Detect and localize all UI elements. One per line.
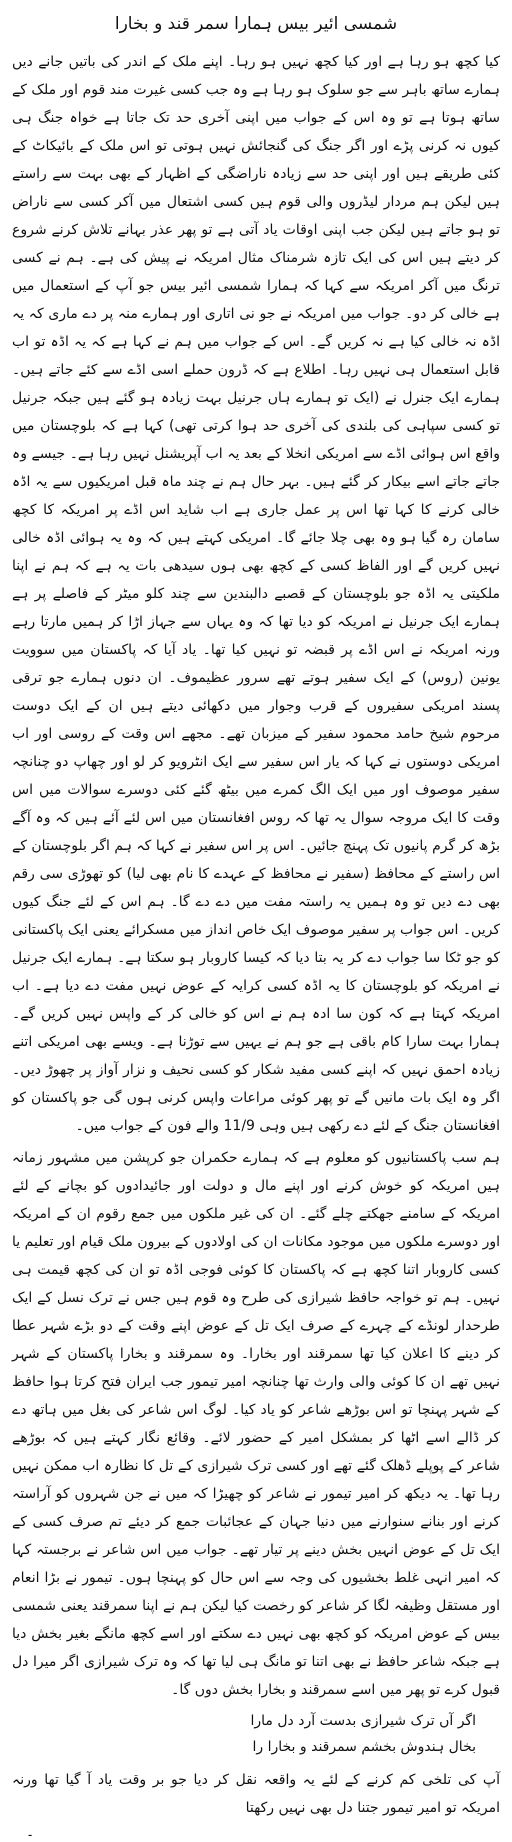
article-paragraph-2: ہم سب پاکستانیوں کو معلوم ہے کہ ہمارے حکمران جو کرپشن میں مشہور زمانہ ہیں امریکہ کو خوش کرنے اور اپنے مال و دولت اور جائیدادوں کو بچانے کے لئے امریکہ کے سامنے جھکتے چلے گئے۔ ان کی غیر ملکوں میں جمع رقوم ان کے امریکہ اور دوسرے ملکوں میں موجود مکانات ان کی اولادوں کے بیرون ملک قیام اور تعلیم یا کسی کاروبار اتنا کچھ ہے کہ پاکستان کا کوئی فوجی اڈہ تو ان کی کچھ قیمت ہی نہیں۔ ہم تو خواجہ حافظ شیرازی کی طرح وہ قوم ہیں جس نے ترک نسل کے ایک طرحدار لونڈے کے چہرے کے صرف ایک تل کے عوض اپنے وقت کے دو بڑے شہر عطا کر دینے کا اعلان کیا تھا سمرقند اور بخارا۔ وہ سمرقند و بخارا پاکستان کے شہر نہیں تھے ان کا کوئی والی وارث تھا چنانچہ امیر تیمور جب ایران فتح کرتا ہوا حافظ کے شہر پہنچا تو اس بوڑھے شاعر کو یاد کیا۔ لوگ اس شاعر کی بغل میں ہاتھ دے کر ڈالے اسے اٹھا کر بمشکل امیر کے حضور لائے۔ وقائع نگار کہتے ہیں کہ بوڑھے شاعر کے پوپلے ڈھلک گئے تھے اور کسی ترک شیرازی کے تل کا نظارہ اب ممکن نہیں رہا تھا۔ یہ دیکھ کر امیر تیمور نے شاعر کو چھیڑا کہ میں نے جن شہروں کو آراستہ کرنے اور بنانے سنوارنے میں دنیا جہان کے عجائبات جمع کر دیئے تم صرف کسی کے ایک تل کے عوض انہیں بخش دینے پر تیار تھے۔ جواب میں اس شاعر نے برجستہ کہا کہ امیر انہی غلط بخشیوں کی وجہ سے اس حال کو پہنچا ہوں۔ تیمور نے بڑا انعام اور مستقل وظیفہ لگا کر شاعر کو رخصت کیا لیکن ہم نے اپنا سمرقند یعنی شمسی بیس کے عوض امریکہ کو کچھ بھی نہیں دے سکتے اور اسے کچھ مانگے بغیر بخش دیا ہے جبکہ شاعر حافظ نے بھی اتنا تو مانگ ہی لیا تھا کہ وہ ترک شیرازی اگر میرا دل قبول کرے تو پھر میں اسے سمرقند و بخارا بخش دوں گا۔ [12,1150,500,1698]
verse-line-2: بخال ہندوش بخشم سمرقند و بخارا را [252,1739,476,1755]
article-paragraph-1: کیا کچھ ہو رہا ہے اور کیا کچھ نہیں ہو رہا۔ اپنے ملک کے اندر کی باتیں جانے دیں ہمارے ساتھ باہر سے جو سلوک ہو رہا ہے وہ جب کسی غیرت مند قوم اور ملک کے ساتھ ہوتا ہے تو وہ اس کے جواب میں اپنی آخری حد تک جاتا ہے خواہ جنگ ہی کیوں نہ کرنی پڑے اور اگر جنگ کی گنجائش نہیں ہوتی تو اس ملک کے بائیکاٹ کے کئی طریقے ہیں اور اپنی حد سے زیادہ ناراضگی کے اظہار کے بھی بہت سے راستے ہیں لیکن ہم مردار لیڈروں والی قوم ہیں کسی اشتعال میں آکر کسی سے ناراض تو ہو جاتے ہیں لیکن جب اپنی اوقات یاد آتی ہے تو پھر عذر بہانے تلاش کرنے شروع کر دیتے ہیں اس کی ایک تازہ شرمناک مثال امریکہ نے پیش کی ہے۔ ہم نے کسی ترنگ میں آکر امریکہ سے کہا کہ ہمارا شمسی ائیر بیس جو آپ کے استعمال میں ہے خالی کر دو۔ جواب میں امریکہ نے جو نی اتاری اور ہمارے منہ پر دے ماری کہ یہ اڈہ نہ خالی کیا ہے نہ کریں گے۔ اس کے جواب میں ہم نے کہا ہے کہ یہ اڈہ تو اب قابل استعمال ہی نہیں رہا۔ اطلاع ہے کہ ڈرون حملے اسی اڈے سے کئے جاتے ہیں۔ ہمارے ایک جنرل نے (ایک تو ہمارے ہاں جرنیل بہت زیادہ ہو گئے ہیں جبکہ جرنیل تو کسی سپاہی کی بلندی کی آخری حد ہوا کرتی تھی) کہا ہے کہ بلوچستان میں واقع اس ہوائی اڈے سے امریکی انخلا کے بعد یہ اب آپریشنل نہیں رہا ہے۔ جیسے وہ جاتے جاتے اسے بیکار کر گئے ہیں۔ بہر حال ہم نے چند ماہ قبل امریکیوں سے یہ اڈہ خالی کرنے کا کہا تھا اس پر عمل جاری ہے اب شاید اس اڈے پر امریکہ کا کچھ سامان رہ گیا ہو وہ بھی چلا جائے گا۔ امریکی کہتے ہیں کہ وہ یہ ہوائی اڈہ خالی نہیں کریں گے اور الفاظ کسی کے کچھ بھی ہوں سیدھی بات یہ ہے کہ ہم نے اپنا ملکیتی یہ اڈہ جو بلوچستان کے قصبے دالبندین سے چند کلو میٹر کے فاصلے پر ہے ہمارے ایک جرنیل نے امریکہ کو دیا تھا کہ وہ یہاں سے جہاز اڑا کر ہمیں مارتا رہے ورنہ امریکہ نے اس اڈے پر قبضہ تو نہیں کیا تھا۔ یاد آیا کہ پاکستان میں سوویت یونین (روس) کے ایک سفیر ہوتے تھے سرور عظیموف۔ ان دنوں ہمارے جو ترقی پسند امریکی سفیروں کے قرب وجوار میں دکھائی دیتے ہیں ان کے ایک دوست مرحوم شیخ حامد محمود سفیر کے میزبان تھے۔ مجھے اس وقت کے روسی اور اب امریکی دوستوں نے کہا کہ یار اس سفیر سے ایک انٹرویو کر لو اور چھاپ دو چنانچہ سفیر موصوف اور میں ایک الگ کمرے میں بیٹھ گئے کئی دوسرے سوالات میں اس وقت کا ایک مروجہ سوال یہ تھا کہ روس افغانستان میں اس لئے آئے ہیں کہ وہ آگے بڑھ کر گرم پانیوں تک پہنچ جائیں۔ اس پر اس سفیر نے کہا کہ ہم اگر بلوچستان کے اس راستے کے محافظ (سفیر نے محافظ کے عہدے کا نام بھی لیا) کو تھوڑی سی رقم بھی دے دیں تو وہ ہمیں یہ راستہ مفت میں دے دے گا۔ ہم اس کے لئے جنگ کیوں کریں۔ اس جواب پر سفیر موصوف ایک خاص انداز میں مسکرائے یعنی ایک پاکستانی کو جو ٹکا سا جواب دے کر یہ بتا دیا کہ کیسا کاروبار ہو سکتا ہے۔ ہمارے ایک جرنیل نے امریکہ کو بلوچستان کا یہ اڈہ کسی کرایہ کے عوض نہیں مفت دے دیا ہے۔ اب امریکہ کہتا ہے کہ کون سا ادہ ہم نے اس کو خالی کر کے واپس نہیں کریں گے۔ ہمارا بہت سارا کام باقی ہے جو ہم نے یہیں سے توڑنا ہے۔ ویسے بھی امریکی اتنے زیادہ احمق نہیں کہ اپنے کسی مفید شکار کو کسی نحیف و نزار آواز پر چھوڑ دیں۔ اگر وہ ایک بات مانیں گے تو پھر کوئی مراعات واپس کرنی ہوں گی جو پاکستان کو افغانستان جنگ کے لئے دے رکھی ہیں وہی 11/9 والے فون کے جواب میں۔ [12,54,500,1134]
article-title: شمسی ائیر بیس ہمارا سمر قند و بخارا [114,14,398,34]
verse-line-1: اگر آں ترک شیرازی بدست آرد دل مارا [250,1713,476,1729]
end-mark: ۔ [26,1824,35,1840]
closing-paragraph: آپ کی تلخی کم کرنے کے لئے یہ واقعہ نقل کر دیا جو بر وقت یاد آ گیا تھا ورنہ امریکہ تو امیر تیمور جتنا دل بھی نہیں رکھتا [12,1772,500,1816]
verse-block [12,1708,500,1760]
